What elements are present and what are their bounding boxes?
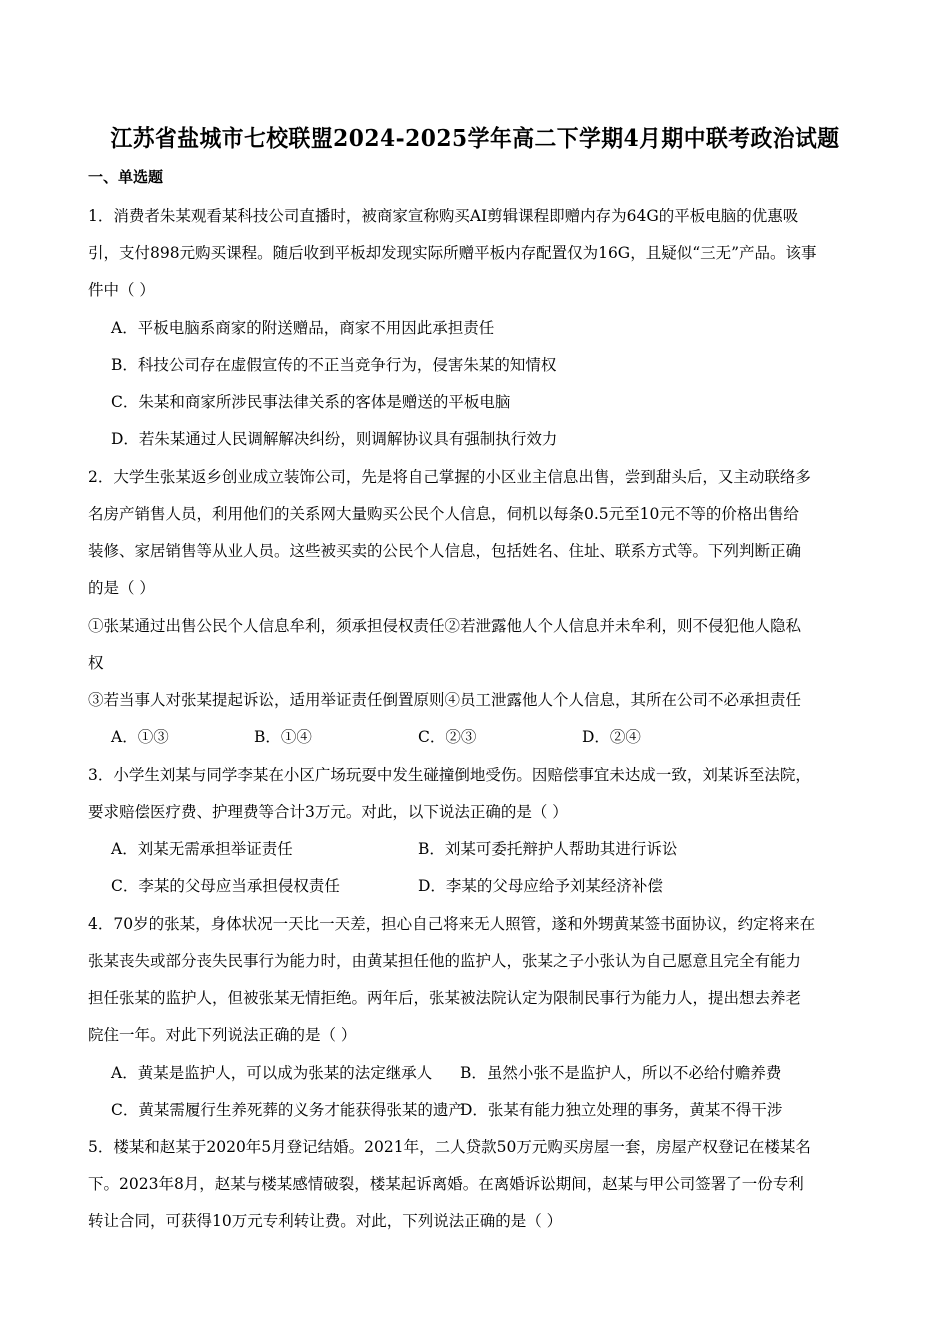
question-1-option-b: B．科技公司存在虚假宣传的不正当竞争行为，侵害朱某的知情权 (111, 356, 557, 374)
question-1-option-a: A．平板电脑系商家的附送赠品，商家不用因此承担责任 (111, 319, 495, 337)
question-3-option-c: C．李某的父母应当承担侵权责任 (111, 877, 340, 895)
question-4-line: 担任张某的监护人，但被张某无情拒绝。两年后，张某被法院认定为限制民事行为能力人，提出想去养老 (88, 989, 802, 1007)
section-heading: 一、单选题 (88, 168, 164, 186)
question-2-option-b: B．①④ (254, 728, 312, 746)
question-3-option-b: B．刘某可委托辩护人帮助其进行诉讼 (418, 840, 678, 858)
question-1-option-c: C．朱某和商家所涉民事法律关系的客体是赠送的平板电脑 (111, 393, 511, 411)
question-2-line: 名房产销售人员，利用他们的关系网大量购买公民个人信息，伺机以每条0.5元至10元不等的价格出售给 (88, 505, 799, 523)
page-title: 江苏省盐城市七校联盟2024-2025学年高二下学期4月期中联考政治试题 (110, 125, 840, 152)
question-3-line: 要求赔偿医疗费、护理费等合计3万元。对此，以下说法正确的是（ ） (88, 803, 568, 821)
question-2-option-a: A．①③ (111, 728, 169, 746)
question-2-option-d: D．②④ (582, 728, 641, 746)
question-3-option-d: D．李某的父母应给予刘某经济补偿 (418, 877, 663, 895)
question-2-line: 的是（ ） (88, 579, 155, 597)
question-5-line: 转让合同，可获得10万元专利转让费。对此，下列说法正确的是（ ） (88, 1212, 563, 1230)
question-4-line: 院住一年。对此下列说法正确的是（ ） (88, 1026, 357, 1044)
question-2-statement: ①张某通过出售公民个人信息牟利，须承担侵权责任②若泄露他人个人信息并未牟利，则不侵犯他人隐私 (88, 617, 802, 635)
question-2-line: 2．大学生张某返乡创业成立装饰公司，先是将自己掌握的小区业主信息出售，尝到甜头后，又主动联络多 (88, 468, 811, 486)
question-2-statement: ③若当事人对张某提起诉讼，适用举证责任倒置原则④员工泄露他人个人信息，其所在公司不必承担责任 (88, 691, 802, 709)
question-1-line: 引，支付898元购买课程。随后收到平板却发现实际所赠平板内存配置仅为16G，且疑似“三无”产品。该事 (88, 244, 817, 262)
question-2-option-c: C．②③ (418, 728, 477, 746)
question-2-line: 装修、家居销售等从业人员。这些被买卖的公民个人信息，包括姓名、住址、联系方式等。下列判断正确 (88, 542, 802, 560)
question-4-option-d: D．张某有能力独立处理的事务，黄某不得干涉 (460, 1101, 783, 1119)
question-1-line: 1．消费者朱某观看某科技公司直播时，被商家宣称购买AI剪辑课程即赠内存为64G的平板电脑的优惠吸 (88, 207, 799, 225)
question-4-option-b: B．虽然小张不是监护人，所以不必给付赡养费 (460, 1064, 782, 1082)
question-4-option-c: C．黄某需履行生养死葬的义务才能获得张某的遗产 (111, 1101, 464, 1119)
question-1-option-d: D．若朱某通过人民调解解决纠纷，则调解协议具有强制执行效力 (111, 430, 558, 448)
question-5-line: 5．楼某和赵某于2020年5月登记结婚。2021年，二人贷款50万元购买房屋一套，房屋产权登记在楼某名 (88, 1138, 811, 1156)
question-3-option-a: A．刘某无需承担举证责任 (111, 840, 293, 858)
question-4-line: 张某丧失或部分丧失民事行为能力时，由黄某担任他的监护人，张某之子小张认为自己愿意且完全有能力 (88, 952, 802, 970)
question-1-line: 件中（ ） (88, 281, 155, 299)
question-2-statement: 权 (88, 654, 104, 672)
question-4-line: 4．70岁的张某，身体状况一天比一天差，担心自己将来无人照管，遂和外甥黄某签书面协议，约定将来在 (88, 915, 816, 933)
question-4-option-a: A．黄某是监护人，可以成为张某的法定继承人 (111, 1064, 433, 1082)
question-5-line: 下。2023年8月，赵某与楼某感情破裂，楼某起诉离婚。在离婚诉讼期间，赵某与甲公司签署了一份专利 (88, 1175, 804, 1193)
question-3-line: 3．小学生刘某与同学李某在小区广场玩耍中发生碰撞倒地受伤。因赔偿事宜未达成一致，刘某诉至法院， (88, 766, 811, 784)
